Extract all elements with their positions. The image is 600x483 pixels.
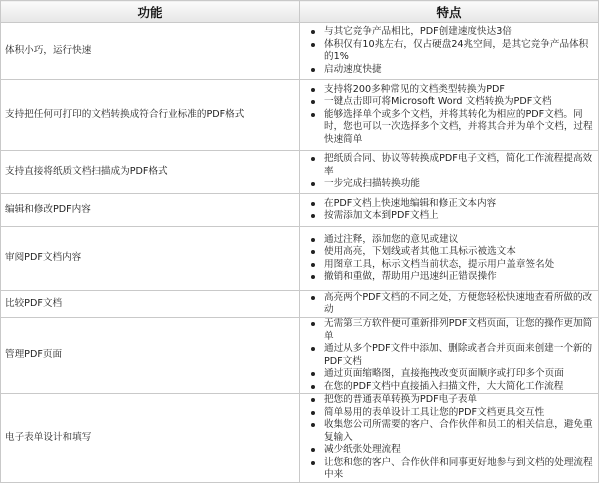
- table-row: [1, 291, 599, 318]
- feature-list: [308, 153, 594, 191]
- table-row: [1, 227, 599, 291]
- features-cell: [300, 318, 599, 394]
- list-item: 简单易用的表单设计工具让您的PDF文档更具交互性: [308, 407, 594, 420]
- list-item: 高亮两个PDF文档的不同之处，方便您轻松快速地查看所做的改动: [308, 292, 594, 317]
- feature-list: [308, 234, 594, 284]
- function-cell: 管理PDF页面: [1, 318, 300, 394]
- list-item: 减少纸张处理流程: [308, 444, 594, 457]
- list-item: 无需第三方软件便可重新排列PDF文档页面，让您的操作更加简单: [308, 318, 594, 343]
- function-cell: 支持直接将纸质文档扫描成为PDF格式: [1, 151, 300, 194]
- features-cell: [300, 394, 599, 483]
- feature-list: [308, 198, 594, 223]
- table-row: [1, 318, 599, 394]
- list-item: 通过页面缩略图，直接拖拽改变页面顺序或打印多个页面: [308, 368, 594, 381]
- function-cell: 体积小巧，运行快速: [1, 23, 300, 80]
- features-cell: [300, 291, 599, 318]
- function-cell: 比较PDF文档: [1, 291, 300, 318]
- features-cell: [300, 194, 599, 227]
- features-cell: [300, 227, 599, 291]
- feature-list: [308, 318, 594, 393]
- list-item: 用图章工具，标示文档当前状态，提示用户盖章签名处: [308, 259, 594, 272]
- function-cell: 支持把任何可打印的文档转换成符合行业标准的PDF格式: [1, 80, 300, 151]
- function-cell: 编辑和修改PDF内容: [1, 194, 300, 227]
- list-item: 能够选择单个或多个文档，并将其转化为相应的PDF文档。同时，您也可以一次选择多个文档，并将其合并为单个文档，过程快速简单: [308, 109, 594, 147]
- table-row: [1, 80, 599, 151]
- list-item: 收集您公司所需要的客户、合作伙伴和员工的相关信息，避免重复输入: [308, 419, 594, 444]
- list-item: 在您的PDF文档中直接插入扫描文件，大大简化工作流程: [308, 381, 594, 394]
- list-item: 把您的普通表单转换为PDF电子表单: [308, 394, 594, 407]
- list-item: 按需添加文本到PDF文档上: [308, 210, 594, 223]
- list-item: 让您和您的客户、合作伙伴和同事更好地参与到文档的处理流程中来: [308, 457, 594, 482]
- list-item: 通过从多个PDF文件中添加、删除或者合并页面来创建一个新的PDF文档: [308, 343, 594, 368]
- list-item: 一步完成扫描转换功能: [308, 178, 594, 191]
- features-cell: [300, 80, 599, 151]
- function-cell: 电子表单设计和填写: [1, 394, 300, 483]
- list-item: 把纸质合同、协议等转换成PDF电子文档，简化工作流程提高效率: [308, 153, 594, 178]
- feature-list: [308, 84, 594, 147]
- features-cell: [300, 23, 599, 80]
- features-cell: [300, 151, 599, 194]
- table-row: [1, 23, 599, 80]
- function-cell: 审阅PDF文档内容: [1, 227, 300, 291]
- header-features: 特点: [300, 1, 599, 23]
- table-row: [1, 194, 599, 227]
- list-item: 撤销和重做，帮助用户迅速纠正错误操作: [308, 271, 594, 284]
- list-item: 一键点击即可将Microsoft Word 文档转换为PDF文档: [308, 96, 594, 109]
- table-header-row: [1, 1, 599, 23]
- table-row: [1, 151, 599, 194]
- list-item: 启动速度快捷: [308, 64, 594, 77]
- list-item: 在PDF文档上快速地编辑和修正文本内容: [308, 198, 594, 211]
- list-item: 与其它竞争产品相比，PDF创建速度快达3倍: [308, 26, 594, 39]
- feature-list: [308, 26, 594, 76]
- list-item: 体积仅有10兆左右，仅占硬盘24兆空间，是其它竞争产品体积的1%: [308, 39, 594, 64]
- feature-list: [308, 292, 594, 317]
- list-item: 支持将200多种常见的文档类型转换为PDF: [308, 84, 594, 97]
- feature-list: [308, 394, 594, 482]
- list-item: 使用高亮，下划线或者其他工具标示被选文本: [308, 246, 594, 259]
- header-function: 功能: [1, 1, 300, 23]
- table-row: [1, 394, 599, 483]
- list-item: 通过注释，添加您的意见或建议: [308, 234, 594, 247]
